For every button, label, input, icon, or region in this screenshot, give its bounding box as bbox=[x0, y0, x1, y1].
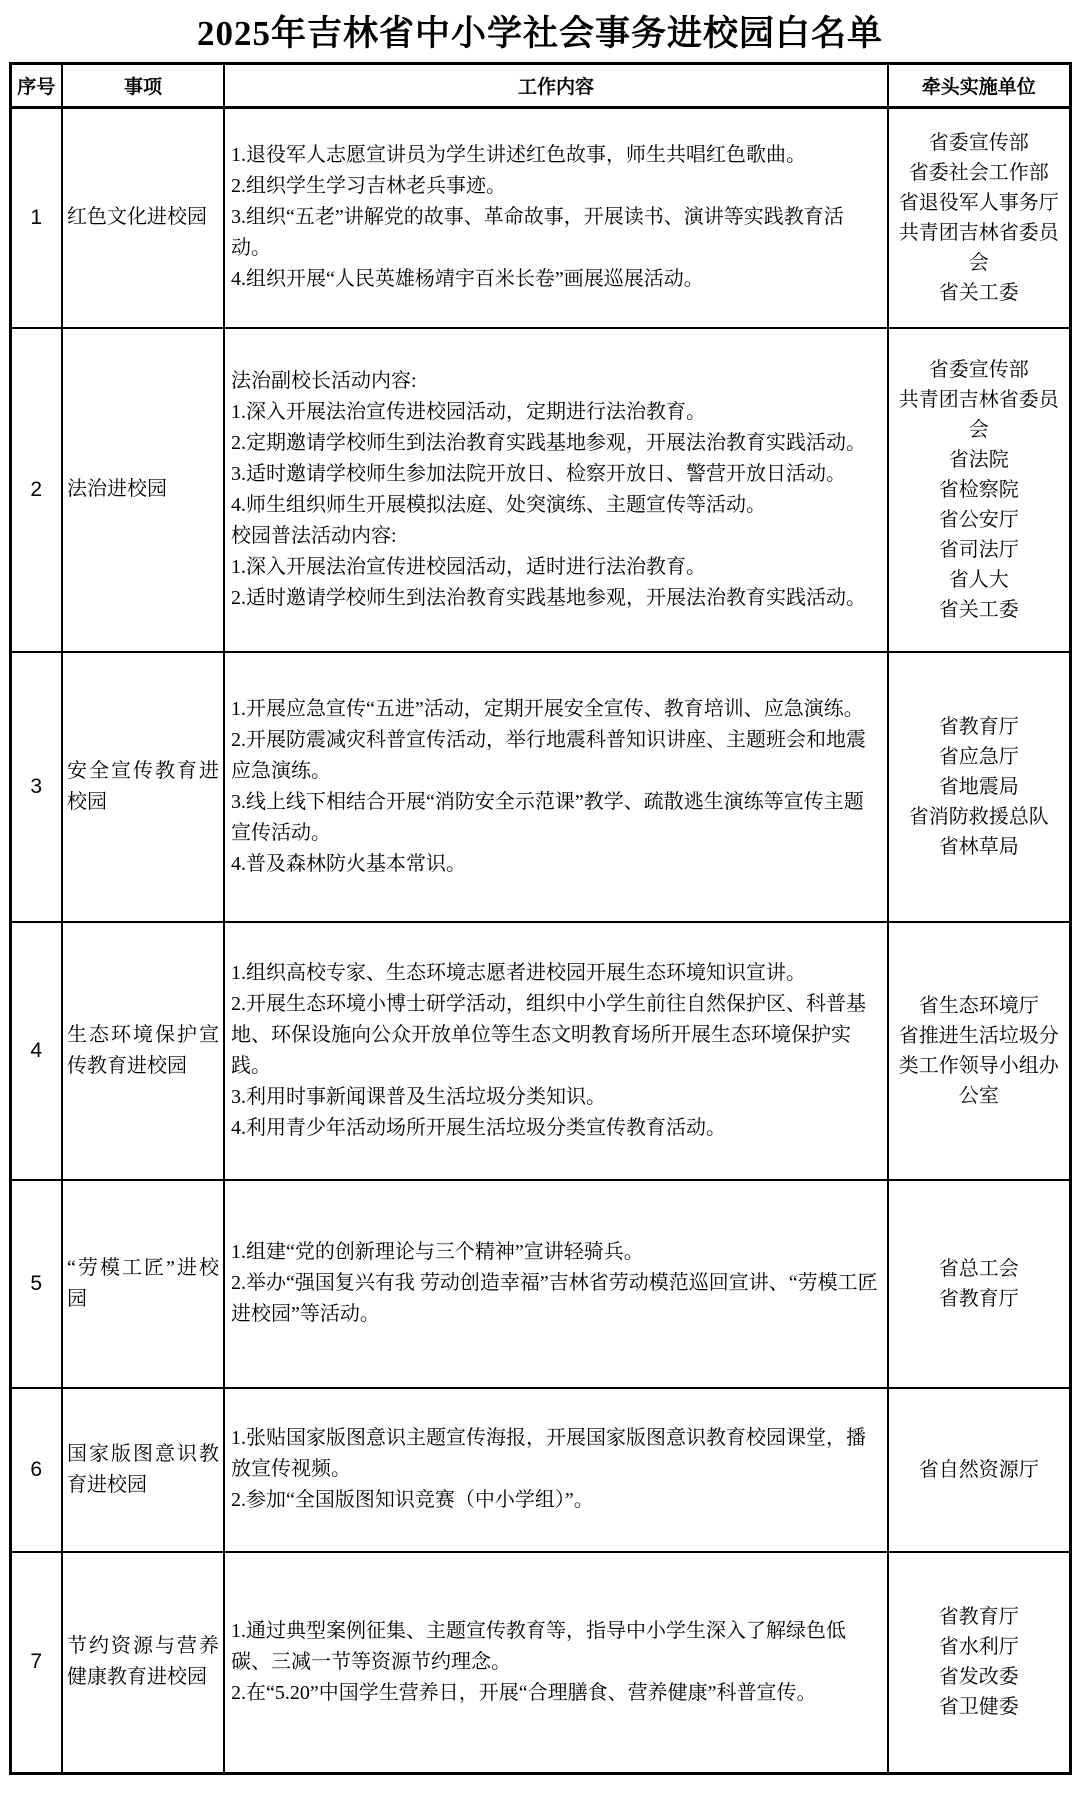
content-line: 1.组织高校专家、生态环境志愿者进校园开展生态环境知识宣讲。 bbox=[231, 961, 806, 984]
table-row bbox=[10, 1388, 1070, 1552]
content-line: 3.线上线下相结合开展“消防安全示范课”教学、疏散逃生演练等宣传主题宣传活动。 bbox=[231, 790, 864, 844]
unit-line: 省水利厅 bbox=[938, 1636, 1019, 1659]
table-row bbox=[10, 652, 1070, 922]
content-line: 4.师生组织师生开展模拟法庭、处突演练、主题宣传等活动。 bbox=[231, 493, 766, 516]
row-content bbox=[224, 328, 888, 652]
content-line: 3.组织“五老”讲解党的故事、革命故事，开展读书、演讲等实践教育活动。 bbox=[231, 206, 844, 260]
row-item: 节约资源与营养健康教育进校园 bbox=[62, 1552, 224, 1774]
unit-line: 省关工委 bbox=[938, 281, 1019, 304]
row-units bbox=[888, 1180, 1070, 1388]
row-item: “劳模工匠”进校园 bbox=[62, 1180, 224, 1388]
row-item: 法治进校园 bbox=[62, 328, 224, 652]
row-number: 5 bbox=[10, 1180, 62, 1388]
row-content bbox=[224, 922, 888, 1180]
table-row bbox=[10, 328, 1070, 652]
unit-line: 省检察院 bbox=[938, 478, 1019, 501]
content-line: 1.组建“党的创新理论与三个精神”宣讲轻骑兵。 bbox=[231, 1241, 644, 1263]
row-number: 4 bbox=[10, 922, 62, 1180]
row-item: 安全宣传教育进校园 bbox=[62, 652, 224, 922]
content-line: 1.退役军人志愿宣讲员为学生讲述红色故事，师生共唱红色歌曲。 bbox=[231, 144, 806, 167]
unit-line: 省委宣传部 bbox=[928, 131, 1029, 154]
unit-line: 省人大 bbox=[948, 568, 1009, 591]
row-content bbox=[224, 1552, 888, 1774]
unit-line: 省关工委 bbox=[938, 598, 1019, 621]
unit-line: 省委社会工作部 bbox=[908, 161, 1049, 184]
unit-line: 省生态环境厅 bbox=[918, 994, 1039, 1017]
content-line: 2.举办“强国复兴有我 劳动创造幸福”吉林省劳动模范巡回宣讲、“劳模工匠进校园”等活动。 bbox=[231, 1272, 878, 1325]
row-content bbox=[224, 1180, 888, 1388]
table-row bbox=[10, 922, 1070, 1180]
content-line: 1.深入开展法治宣传进校园活动，定期进行法治教育。 bbox=[231, 400, 706, 423]
row-item: 红色文化进校园 bbox=[62, 108, 224, 328]
unit-line: 省退役军人事务厅 bbox=[898, 191, 1059, 214]
row-content bbox=[224, 1388, 888, 1552]
row-units bbox=[888, 922, 1070, 1180]
row-item: 国家版图意识教育进校园 bbox=[62, 1388, 224, 1552]
page-title: 2025年吉林省中小学社会事务进校园白名单 bbox=[196, 14, 883, 53]
table-row bbox=[10, 1552, 1070, 1774]
unit-line: 省自然资源厅 bbox=[918, 1458, 1039, 1481]
content-line: 1.深入开展法治宣传进校园活动，适时进行法治教育。 bbox=[231, 555, 706, 578]
table-header-row bbox=[10, 64, 1070, 108]
row-number: 7 bbox=[10, 1552, 62, 1774]
row-units bbox=[888, 1552, 1070, 1774]
unit-line: 省地震局 bbox=[938, 775, 1019, 798]
column-header: 序号 bbox=[10, 64, 62, 108]
unit-line: 省公安厅 bbox=[938, 508, 1019, 531]
unit-line: 省卫健委 bbox=[938, 1696, 1019, 1719]
row-units bbox=[888, 652, 1070, 922]
row-number: 2 bbox=[10, 328, 62, 652]
content-line: 校园普法活动内容: bbox=[231, 524, 397, 547]
row-item: 生态环境保护宣传教育进校园 bbox=[62, 922, 224, 1180]
content-line: 2.在“5.20”中国学生营养日，开展“合理膳食、营养健康”科普宣传。 bbox=[231, 1681, 817, 1704]
column-header: 牵头实施单位 bbox=[888, 64, 1070, 108]
content-line: 1.张贴国家版图意识主题宣传海报，开展国家版图意识教育校园课堂，播放宣传视频。 bbox=[231, 1427, 866, 1480]
unit-line: 省教育厅 bbox=[938, 715, 1019, 738]
unit-line: 省教育厅 bbox=[938, 1606, 1019, 1629]
row-number: 3 bbox=[10, 652, 62, 922]
unit-line: 省总工会 bbox=[938, 1257, 1019, 1280]
row-content bbox=[224, 108, 888, 328]
content-line: 4.组织开展“人民英雄杨靖宇百米长卷”画展巡展活动。 bbox=[231, 268, 704, 291]
content-line: 2.定期邀请学校师生到法治教育实践基地参观，开展法治教育实践活动。 bbox=[231, 431, 866, 454]
unit-line: 省法院 bbox=[948, 448, 1009, 471]
row-content bbox=[224, 652, 888, 922]
unit-line: 省消防救援总队 bbox=[908, 805, 1049, 828]
unit-line: 省发改委 bbox=[938, 1666, 1019, 1689]
content-line: 1.开展应急宣传“五进”活动，定期开展安全宣传、教育培训、应急演练。 bbox=[231, 697, 864, 720]
unit-line: 省林草局 bbox=[938, 835, 1019, 858]
content-line: 4.利用青少年活动场所开展生活垃圾分类宣传教育活动。 bbox=[231, 1116, 726, 1139]
content-line: 4.普及森林防火基本常识。 bbox=[231, 852, 466, 875]
content-line: 2.组织学生学习吉林老兵事迹。 bbox=[231, 175, 506, 198]
column-header: 事项 bbox=[62, 64, 224, 108]
row-number: 6 bbox=[10, 1388, 62, 1552]
table-row bbox=[10, 108, 1070, 328]
content-line: 法治副校长活动内容: bbox=[231, 369, 417, 392]
unit-line: 省委宣传部 bbox=[928, 358, 1029, 381]
column-header: 工作内容 bbox=[224, 64, 888, 108]
content-line: 3.适时邀请学校师生参加法院开放日、检察开放日、警营开放日活动。 bbox=[231, 462, 846, 485]
table-body bbox=[10, 108, 1070, 1774]
table-header bbox=[10, 64, 1070, 108]
content-line: 3.利用时事新闻课普及生活垃圾分类知识。 bbox=[231, 1085, 606, 1108]
content-line: 2.开展防震减灾科普宣传活动，举行地震科普知识讲座、主题班会和地震应急演练。 bbox=[231, 728, 866, 782]
table-row bbox=[10, 1180, 1070, 1388]
row-units bbox=[888, 328, 1070, 652]
content-line: 2.适时邀请学校师生到法治教育实践基地参观，开展法治教育实践活动。 bbox=[231, 586, 866, 609]
unit-line: 省教育厅 bbox=[938, 1287, 1019, 1310]
content-line: 2.参加“全国版图知识竞赛（中小学组）”。 bbox=[231, 1489, 594, 1511]
row-number: 1 bbox=[10, 108, 62, 328]
unit-line: 省司法厅 bbox=[938, 538, 1019, 561]
whitelist-table bbox=[9, 62, 1072, 1775]
content-line: 2.开展生态环境小博士研学活动，组织中小学生前往自然保护区、科普基地、环保设施向公众开放单位等生态文明教育场所开展生态环境保护实践。 bbox=[231, 992, 866, 1077]
row-units bbox=[888, 108, 1070, 328]
content-line: 1.通过典型案例征集、主题宣传教育等，指导中小学生深入了解绿色低碳、三减一节等资源节约理念。 bbox=[231, 1619, 846, 1673]
unit-line: 省应急厅 bbox=[938, 745, 1019, 768]
row-units bbox=[888, 1388, 1070, 1552]
unit-line: 省推进生活垃圾分类工作领导小组办公室 bbox=[898, 1024, 1059, 1107]
unit-line: 共青团吉林省委员会 bbox=[898, 221, 1059, 274]
unit-line: 共青团吉林省委员会 bbox=[898, 388, 1059, 441]
